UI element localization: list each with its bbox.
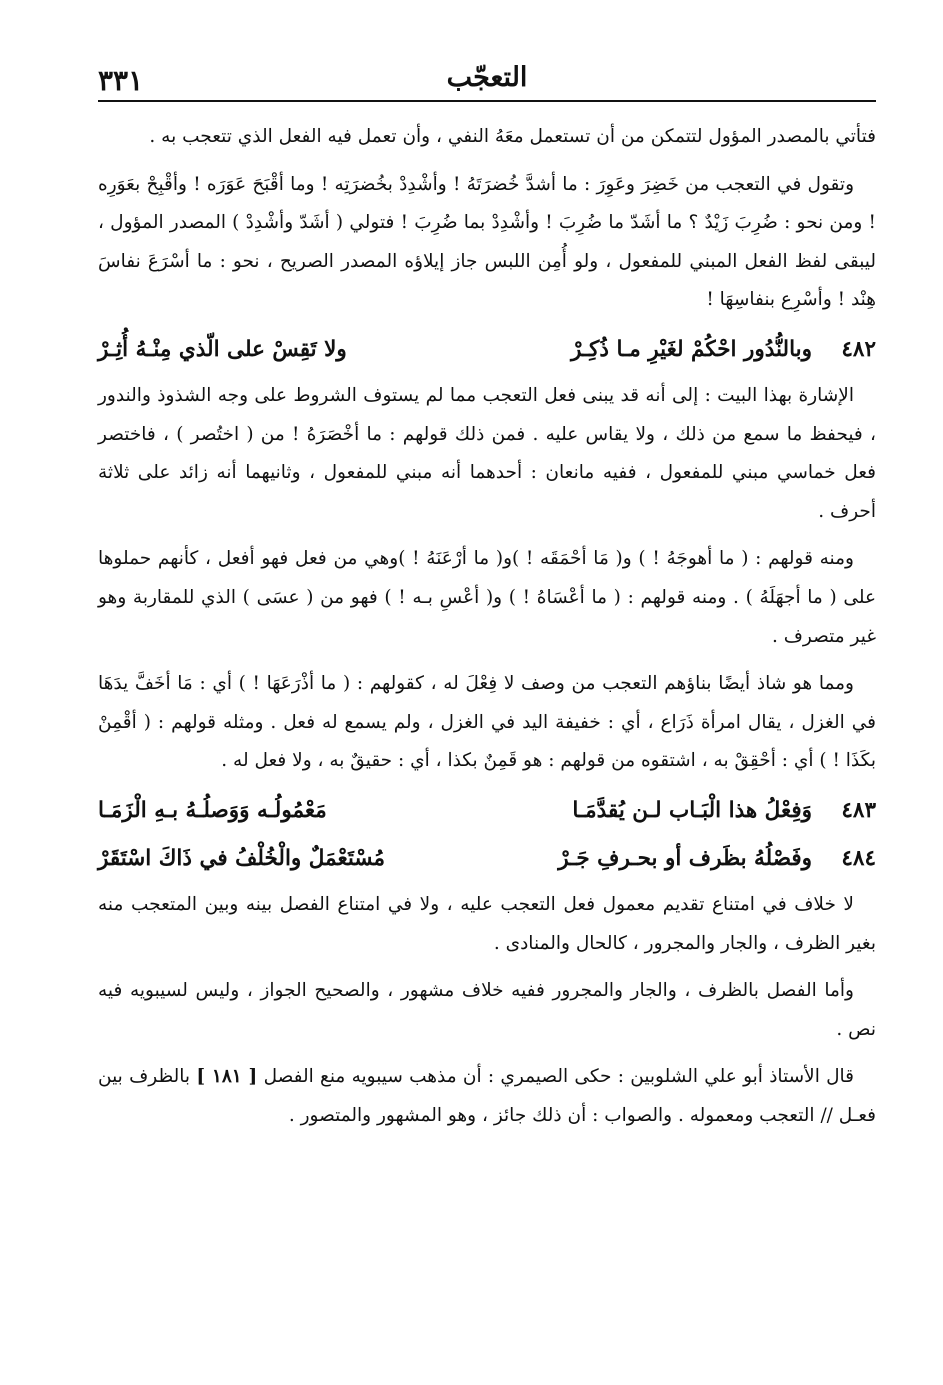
- verse-number: ٤٨٢: [841, 336, 876, 362]
- running-title: التعجّب: [446, 62, 528, 93]
- paragraph: ومنه قولهم : ( ما أهوجَهُ ! ) و( مَا أحْمَقَه ! )و( ما أرْعَنَهُ ! )وهي من فعل فهو أفعل ، كأنهم حملوها على ( ما أجهَلَهُ ) . ومنه قولهم : ( ما أعْسَاهُ ! ) و( أعْسِ بـه ! ) فهو من ( عسَى ) الذي للمقاربة وهو غير متصرف .: [98, 548, 876, 647]
- page-body: [98, 118, 876, 1144]
- paragraph: لا خلاف في امتناع تقديم معمول فعل التعجب عليه ، ولا في امتناع الفصل بينه وبين المتعجب منه بغير الظرف ، والجار والمجرور ، كالحال والمنادى .: [98, 893, 876, 954]
- verse-484: [98, 838, 876, 880]
- manuscript-folio-ref: [ ١٨١ ]: [196, 1066, 258, 1088]
- verse-483: [98, 790, 876, 832]
- paragraph: [98, 1058, 876, 1135]
- paragraph: الإشارة بهذا البيت : إلى أنه قد يبنى فعل التعجب مما لم يستوف الشروط على وجه الشذوذ والندور ، فيحفظ ما سمع من ذلك ، ولا يقاس عليه . فمن ذلك قولهم : ما أخْصَرَهُ ! من ( اختُصر ) ، فاختصر فعل خماسي مبني للمفعول ، ففيه مانعان : أحدهما أنه مبني للمفعول ، وثانيهما أنه زائد على ثلاثة أحرف .: [98, 384, 876, 522]
- paragraph: ومما هو شاذ أيضًا بناؤهم التعجب من وصف لا فِعْلَ له ، كقولهم : ( ما أذْرَعَهَا ! ) أي : مَا أخَفَّ يدَهَا في الغزل ، يقال امرأة ذَرَاع ، أي : خفيفة اليد في الغزل ، ولم يسمع له فعل . ومثله قولهم : ( أقْمِنْ بكَذَا ! ) أي : أحْقِقْ به ، اشتقوه من قولهم : هو قَمِنٌ بكذا ، أي : حقيقٌ به ، ولا فعل له .: [98, 673, 876, 772]
- paragraph-text: بالظرف بين فعـل // التعجب ومعموله . والصواب : أن ذلك جائز ، وهو المشهور والمتصور .: [98, 1066, 876, 1126]
- verse-second-hemistich: مَعْمُولُـه وَوَصلُـهُ بـهِ الْزَمَـا: [98, 797, 327, 823]
- page-header: [98, 62, 876, 102]
- page-number: ٣٣١: [98, 64, 144, 97]
- verse-482: [98, 329, 876, 371]
- verse-number: ٤٨٤: [841, 845, 876, 871]
- verse-first-hemistich: وفَصْلُهُ بظَرف أو بحـرفِ جَـرْ: [558, 845, 812, 871]
- verse-number: ٤٨٣: [841, 797, 876, 823]
- verse-first-hemistich: وبالنُّدُور احْكُمْ لغَيْرِ مـا ذُكِـرْ: [570, 336, 812, 362]
- verse-second-hemistich: مُسْتَعْمَلٌ والْخُلْفُ في ذَاكَ اسْتَقَرْ: [98, 845, 386, 871]
- paragraph-text: قال الأستاذ أبو علي الشلوبين : حكى الصيمري : أن مذهب سيبويه منع الفصل: [263, 1066, 855, 1088]
- paragraph: وأما الفصل بالظرف ، والجار والمجرور ففيه خلاف مشهور ، والصحيح الجواز ، وليس لسيبويه فيه نص .: [98, 980, 876, 1040]
- paragraph: فتأتي بالمصدر المؤول لتتمكن من أن تستعمل معَهُ النفي ، وأن تعمل فيه الفعل الذي تتعجب به .: [149, 126, 876, 147]
- verse-first-hemistich: وَفِعْلُ هذا الْبَـاب لـن يُقدَّمَـا: [572, 797, 812, 823]
- paragraph: وتقول في التعجب من خَضِرَ وعَوِرَ : ما أشدَّ خُضرَتَهُ ! وأشْدِدْ بخُضرَتِه ! وما أقْبَحَ عَوَرَه ! وأقْبِحْ بعَوَرِه ! ومن نحو : ضُرِبَ زَيْدٌ ؟ ما أشَدّ ما ضُرِبَ ! وأشْدِدْ بما ضُرِبَ ! فتولي ( أشَدّ وأشْدِدْ ) المصدر المؤول ، ليبقى لفظ الفعل المبني للمفعول ، ولو أُمِن اللبس جاز إيلاؤه المصدر الصريح ، نحو : ما أسْرَعَ نفاسَ هِنْد ! وأسْرِع بنفاسِهَا !: [98, 173, 876, 311]
- verse-second-hemistich: ولا تَقِسْ على الّذي مِنْـهُ أُثِـرْ: [98, 336, 347, 362]
